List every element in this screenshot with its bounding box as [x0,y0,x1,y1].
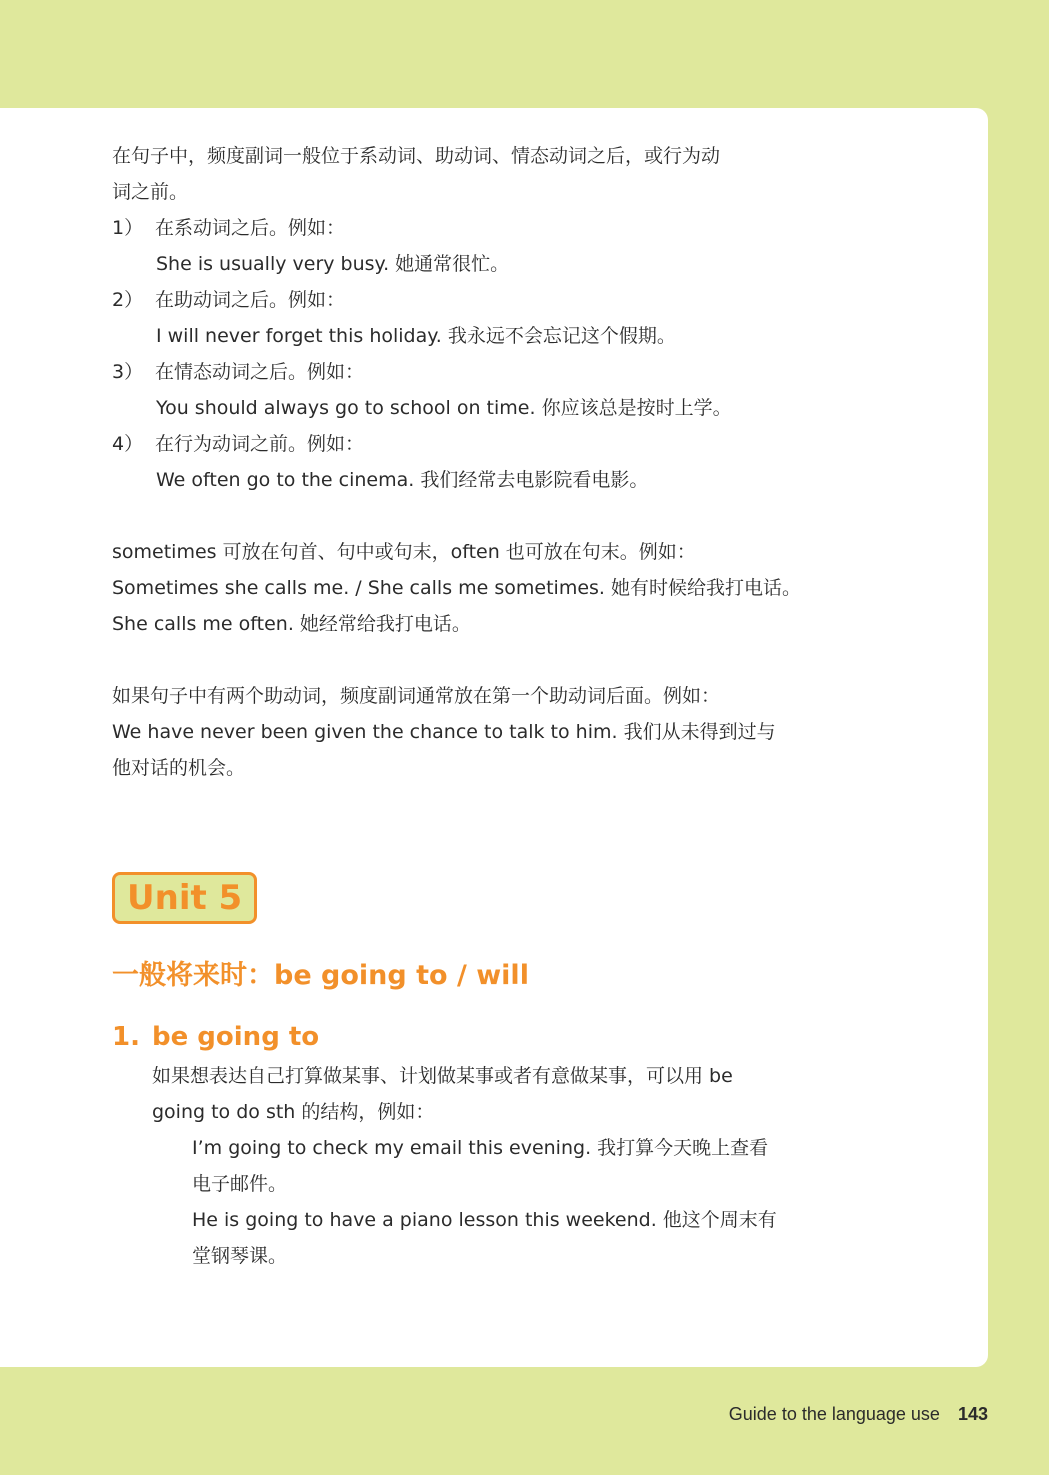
subsection-body-line-2: going to do sth 的结构，例如： [152,1101,435,1123]
section-title: 一般将来时：be going to / will [112,960,529,991]
spacer [112,642,852,678]
example-line: 电子邮件。 [192,1173,288,1195]
list-item-number: 1） [112,217,144,239]
list-item-label: 在行为动词之前。例如： [155,433,365,455]
list-item-label: 在情态动词之后。例如： [155,361,365,383]
list-item-label: 在系动词之后。例如： [155,217,346,239]
para2-line-2: Sometimes she calls me. / She calls me sometimes. 她有时候给我打电话。 [112,577,802,599]
list-item-label: 在助动词之后。例如： [155,289,346,311]
list-item-example: You should always go to school on time. 你应该总是按时上学。 [156,397,732,419]
subsection-title [112,1020,852,1054]
list-item-number: 4） [112,433,144,455]
para3-line-1: 如果句子中有两个助动词，频度副词通常放在第一个助动词后面。例如： [112,685,721,707]
list-item-number: 3） [112,361,144,383]
list-item [112,426,852,498]
example-line: I’m going to check my email this evening. 我打算今天晚上查看 [192,1137,769,1159]
para3-line-2: We have never been given the chance to talk to him. 我们从未得到过与 [112,721,776,743]
para3-line-3: 他对话的机会。 [112,757,246,779]
list-item [112,210,852,282]
page-content [112,138,852,1274]
list-item-example: She is usually very busy. 她通常很忙。 [156,253,510,275]
spacer [112,498,852,534]
intro-line-1: 在句子中，频度副词一般位于系动词、助动词、情态动词之后，或行为动 [112,145,721,167]
list-item-example: We often go to the cinema. 我们经常去电影院看电影。 [156,469,649,491]
page-footer [729,1400,988,1428]
example-line: 堂钢琴课。 [192,1245,288,1267]
intro-line-2: 词之前。 [112,181,189,203]
list-item [112,282,852,354]
subsection-body-line-1: 如果想表达自己打算做某事、计划做某事或者有意做某事，可以用 be [152,1065,733,1087]
unit-badge: Unit 5 [112,872,257,924]
para2-line-3: She calls me often. 她经常给我打电话。 [112,613,471,635]
page-number: 143 [957,1404,988,1424]
list-item [112,354,852,426]
para2-line-1: sometimes 可放在句首、句中或句末，often 也可放在句末。例如： [112,541,696,563]
subsection-title-text: be going to [152,1022,320,1052]
example-line: He is going to have a piano lesson this weekend. 他这个周末有 [192,1209,777,1231]
list-item-number: 2） [112,289,144,311]
footer-text: Guide to the language use [728,1404,940,1424]
subsection-number: 1. [112,1022,140,1052]
list-item-example: I will never forget this holiday. 我永远不会忘记这个假期。 [156,325,676,347]
